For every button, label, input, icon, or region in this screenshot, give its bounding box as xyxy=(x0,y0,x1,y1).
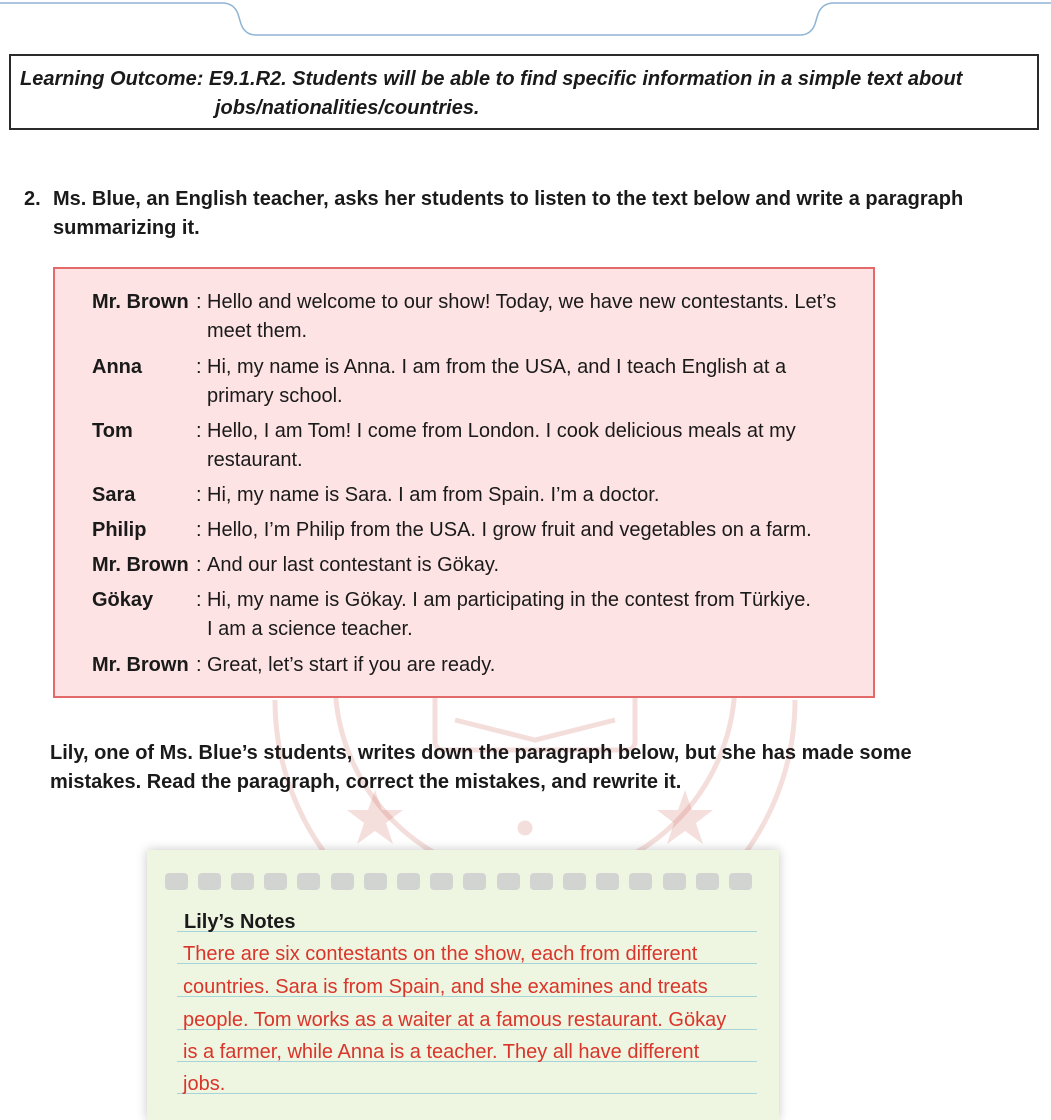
dialogue-text: Hi, my name is Sara. I am from Spain. I’m a doctor. xyxy=(207,484,660,506)
instruction-text: Lily, one of Ms. Blue’s students, writes down the paragraph below, but she has made some xyxy=(50,742,912,764)
binding-hole xyxy=(729,873,752,890)
dialogue-text: primary school. xyxy=(207,385,343,407)
binding-hole xyxy=(231,873,254,890)
dialogue-text: Hi, my name is Anna. I am from the USA, and I teach English at a xyxy=(207,356,787,378)
binding-hole xyxy=(696,873,719,890)
speaker-colon: : xyxy=(196,420,202,442)
dialogue-text: restaurant. xyxy=(207,449,303,471)
note-line: people. Tom works as a waiter at a famous restaurant. Gökay xyxy=(183,1009,727,1031)
binding-hole xyxy=(563,873,586,890)
speaker-name: Tom xyxy=(92,420,133,442)
ruled-line xyxy=(177,1093,757,1094)
dialogue-line xyxy=(207,551,877,580)
speaker-name: Sara xyxy=(92,484,136,506)
learning-outcome-text: Learning Outcome: E9.1.R2. Students will be able to find specific information in a simple text about xyxy=(20,68,963,90)
dialogue-text: Hello, I am Tom! I come from London. I cook delicious meals at my xyxy=(207,420,796,442)
binding-hole xyxy=(629,873,652,890)
binding-hole xyxy=(198,873,221,890)
dialogue-line xyxy=(207,586,877,644)
binding-hole xyxy=(530,873,553,890)
instruction-text-continued: mistakes. Read the paragraph, correct the mistakes, and rewrite it. xyxy=(50,771,682,793)
learning-outcome-text-continued: jobs/nationalities/countries. xyxy=(215,97,480,119)
dialogue-box xyxy=(53,267,875,698)
binding-hole xyxy=(497,873,520,890)
binding-hole xyxy=(364,873,387,890)
page-header-tab xyxy=(0,0,1051,40)
speaker-name: Philip xyxy=(92,519,147,541)
lily-notes-card xyxy=(147,850,779,1120)
note-line: There are six contestants on the show, each from different xyxy=(183,943,698,965)
dialogue-text: I am a science teacher. xyxy=(207,618,413,640)
speaker-colon: : xyxy=(196,484,202,506)
speaker-name: Gökay xyxy=(92,589,154,611)
question-number: 2. xyxy=(24,188,41,210)
dialogue-line xyxy=(207,516,877,545)
dialogue-text: And our last contestant is Gökay. xyxy=(207,554,500,576)
dialogue-text: Hi, my name is Gökay. I am participating in the contest from Türkiye. xyxy=(207,589,811,611)
binding-hole xyxy=(397,873,420,890)
dialogue-line xyxy=(207,353,877,411)
dialogue-line xyxy=(207,417,877,475)
notebook-binding-holes xyxy=(165,873,765,891)
binding-hole xyxy=(165,873,188,890)
speaker-colon: : xyxy=(196,554,202,576)
dialogue-text: Hello, I’m Philip from the USA. I grow fruit and vegetables on a farm. xyxy=(207,519,812,541)
binding-hole xyxy=(297,873,320,890)
dialogue-text: Hello and welcome to our show! Today, we have new contestants. Let’s xyxy=(207,291,837,313)
speaker-colon: : xyxy=(196,356,202,378)
speaker-colon: : xyxy=(196,291,202,313)
dialogue-line xyxy=(207,651,877,680)
binding-hole xyxy=(331,873,354,890)
dialogue-line xyxy=(207,481,877,510)
note-line: jobs. xyxy=(183,1073,226,1095)
dialogue-text: Great, let’s start if you are ready. xyxy=(207,654,496,676)
speaker-name: Mr. Brown xyxy=(92,554,189,576)
speaker-colon: : xyxy=(196,589,202,611)
speaker-name: Mr. Brown xyxy=(92,291,189,313)
binding-hole xyxy=(463,873,486,890)
binding-hole xyxy=(663,873,686,890)
learning-outcome-box xyxy=(9,54,1039,130)
binding-hole xyxy=(430,873,453,890)
speaker-colon: : xyxy=(196,654,202,676)
binding-hole xyxy=(596,873,619,890)
dialogue-line xyxy=(207,288,877,346)
speaker-name: Mr. Brown xyxy=(92,654,189,676)
question-prompt: Ms. Blue, an English teacher, asks her students to listen to the text below and write a paragraph xyxy=(53,188,964,210)
notes-title: Lily’s Notes xyxy=(184,911,296,933)
speaker-name: Anna xyxy=(92,356,142,378)
dialogue-text: meet them. xyxy=(207,320,308,342)
speaker-colon: : xyxy=(196,519,202,541)
binding-hole xyxy=(264,873,287,890)
note-line: countries. Sara is from Spain, and she examines and treats xyxy=(183,976,708,998)
question-prompt-continued: summarizing it. xyxy=(53,217,200,239)
note-line: is a farmer, while Anna is a teacher. They all have different xyxy=(183,1041,700,1063)
